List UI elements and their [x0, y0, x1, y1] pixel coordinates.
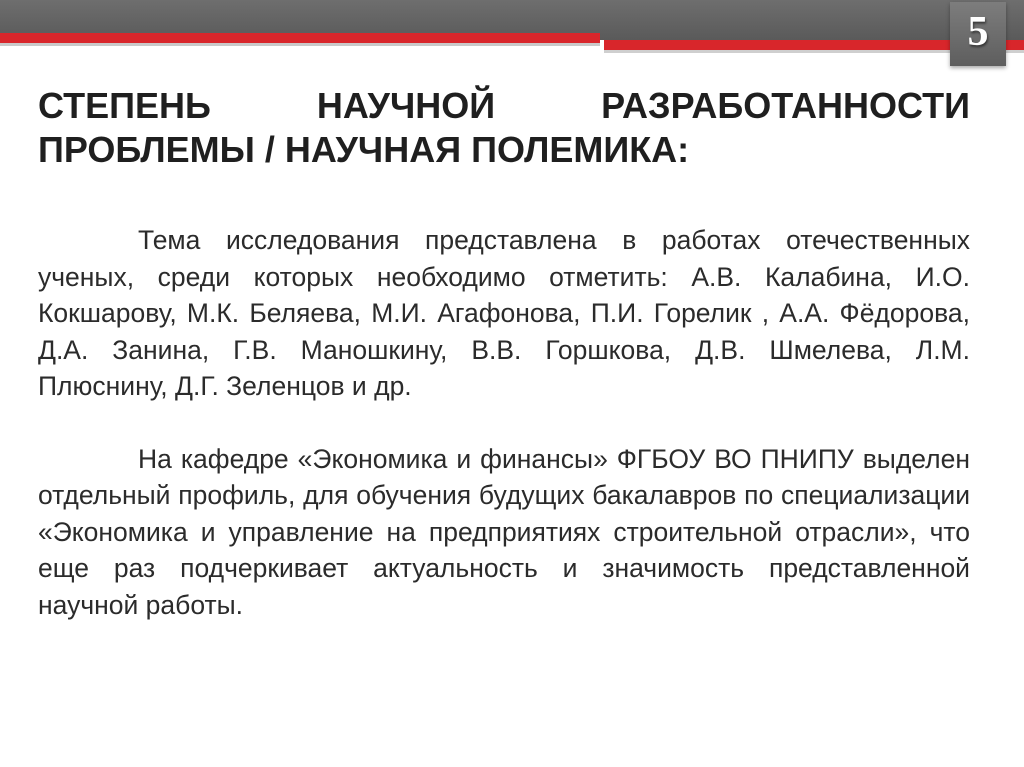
paragraph-department-profile: На кафедре «Экономика и финансы» ФГБОУ ВО ПНИПУ выделен отдельный профиль, для обучения будущих бакалавров по специализации «Экономика и управление на предприятиях строительной отрасли», что еще раз подчеркивает актуальность и значимость представленной научной работы.	[38, 443, 970, 620]
gray-accent-line-left	[0, 43, 600, 46]
slide-title	[38, 84, 970, 172]
slide-body	[38, 222, 970, 623]
slide-number-badge	[950, 2, 1006, 66]
paragraph-research-authors: Тема исследования представлена в работах отечественных ученых, среди которых необходимо отметить: А.В. Калабина, И.О. Кокшарову, М.К. Беляева, М.И. Агафонова, П.И. Горелик , А.А. Фёдорова, Д.А. Занина, Г.В. Маношкину, В.В. Горшкова, Д.В. Шмелева, Л.М. Плюснину, Д.Г. Зеленцов и др.	[38, 225, 970, 401]
red-accent-stripe-left	[0, 33, 600, 43]
slide-title-line-2: ПРОБЛЕМЫ / НАУЧНАЯ ПОЛЕМИКА:	[38, 129, 690, 170]
slide-title-line-1: СТЕПЕНЬ НАУЧНОЙ РАЗРАБОТАННОСТИ	[38, 85, 970, 126]
slide-number: 5	[967, 9, 989, 55]
